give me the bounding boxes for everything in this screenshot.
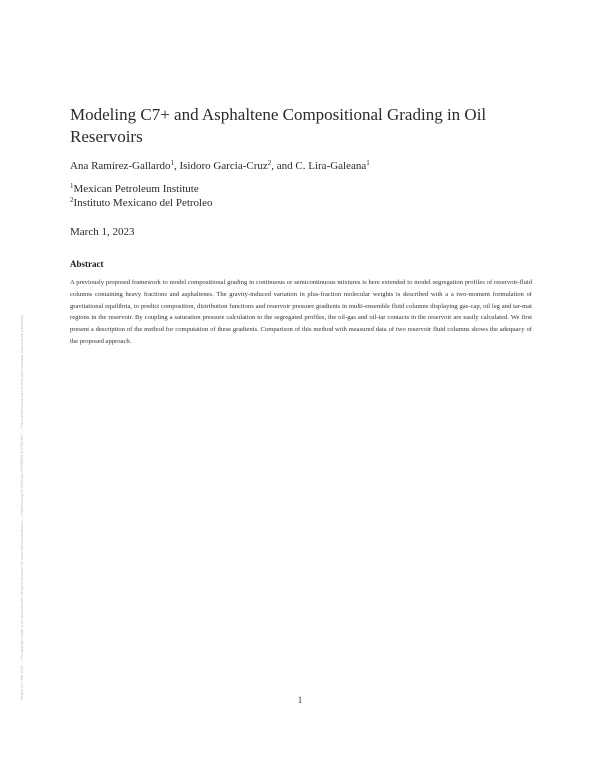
abstract-text: A previously proposed framework to model compositional grading in continuous or semicontinuous mixtures is here extended to model segregation profiles of reservoir-fluid columns containing heavy fractions and asphaltenes. The gravity-induced variation in plus-fraction molecular weights is described with a a two-moment formulation of gravitational equilibria, to predict composition, distribution functions and reservoir pressure gradients in multi-ensemble fluid columns displaying gas-cap, oil leg and tar-mat regions in the reservoir. By coupling a saturation pressure calculation to the segregated profiles, the oil-gas and oil-tar contacts in the reservoir are easily calculated. We first present a description of the method for computation of these gradients. Comparison of this method with measured data of two reservoir fluid columns shows the adequacy of the proposed approach.: [70, 279, 532, 345]
affiliation-number: 2: [70, 196, 74, 204]
author-name: Isidoro Garcia-Cruz: [179, 160, 268, 172]
author-affiliation-marker: 1: [170, 159, 174, 167]
affiliation-line: [70, 183, 199, 195]
affiliation-name: Mexican Petroleum Institute: [73, 183, 199, 195]
paper-title: Modeling C7+ and Asphaltene Compositional Grading in Oil Reservoirs: [70, 105, 487, 146]
author-separator: , and: [271, 160, 296, 172]
author-affiliation-marker: 2: [267, 159, 272, 167]
affiliation-number: 1: [70, 182, 74, 190]
author-affiliation-marker: 1: [366, 159, 370, 167]
affiliation-line: [70, 197, 213, 209]
abstract-heading: Abstract: [70, 259, 104, 269]
page-number: 1: [297, 695, 303, 705]
preprint-side-note: Posted on 1 Mar 2023 — The copyright holder is the author/funder. All rights reserved. No reuse without permission. — https://doi.org/10.22541/au.167768963.30379214/v1 — This a preprint and has not been peer reviewed. Data may be preliminary.: [20, 314, 24, 700]
author-separator: ,: [173, 160, 180, 172]
author-name: C. Lira-Galeana: [295, 160, 367, 172]
author-list: [70, 160, 370, 172]
publication-date: March 1, 2023: [70, 226, 135, 238]
author-name: Ana Ramírez-Gallardo: [70, 160, 171, 172]
affiliation-name: Instituto Mexicano del Petroleo: [73, 197, 213, 209]
